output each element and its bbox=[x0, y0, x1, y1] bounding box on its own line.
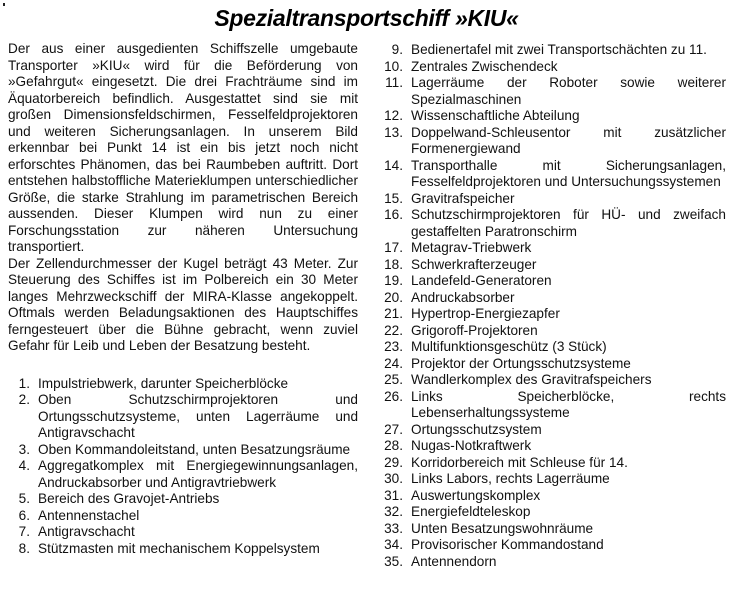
legend-item bbox=[8, 524, 358, 541]
legend-item bbox=[381, 537, 726, 554]
legend-item bbox=[381, 108, 726, 125]
legend-item-number: 18. bbox=[384, 256, 403, 272]
legend-item bbox=[8, 541, 358, 558]
legend-list-left bbox=[8, 376, 358, 558]
legend-item-text: Schutzschirmprojektoren für HÜ- und zweifach gestaffelten Paratronschirm bbox=[411, 207, 726, 239]
legend-item bbox=[381, 59, 726, 76]
legend-item-number: 35. bbox=[384, 553, 403, 569]
legend-item-number: 27. bbox=[384, 421, 403, 437]
legend-item bbox=[381, 75, 726, 108]
legend-item bbox=[381, 521, 726, 538]
legend-item-text: Links Speicherblöcke, rechts Lebenserhaltungssysteme bbox=[411, 388, 726, 420]
legend-item-number: 9. bbox=[391, 42, 403, 57]
legend-item-number: 29. bbox=[384, 454, 403, 470]
legend-item-text: Bereich des Gravojet-Antriebs bbox=[38, 491, 220, 506]
legend-item bbox=[381, 356, 726, 373]
legend-item-number: 23. bbox=[384, 339, 403, 354]
legend-item-number: 10. bbox=[384, 58, 403, 74]
legend-item bbox=[381, 504, 726, 521]
legend-item-text: Oben Kommandoleitstand, unten Besatzungsräume bbox=[38, 441, 351, 457]
legend-item-text: Landefeld-Generatoren bbox=[411, 273, 552, 288]
legend-item-text: Andruckabsorber bbox=[411, 289, 515, 305]
legend-item-text: Doppelwand-Schleusentor mit zusätzlicher Formenergiewand bbox=[411, 124, 726, 156]
legend-item-text: Links Labors, rechts Lagerräume bbox=[411, 471, 610, 486]
legend-item-number: 3. bbox=[18, 441, 30, 457]
legend-item bbox=[381, 438, 726, 455]
legend-item-number: 16. bbox=[384, 207, 403, 222]
intro-paragraph-1: Der aus einer ausgedienten Schiffszelle umgebaute Transporter »KIU« wird für die Beförderung von »Gefahrgut« eingesetzt. Die drei Frachträume sind im Äquatorbereich befindlich. Ausgestattet sind sie mit großen Dimensionsfeldschirmen, Fesselfeldprojektoren und weiteren Sicherungsanlagen. In unserem Bild erkennbar bei Punkt 14 ist ein bis jetzt noch nicht erforschtes Phänomen, das bei Raumbeben auftritt. Dort entstehen halbstoffliche Materieklumpen unterschiedlicher Größe, die starke Strahlung im parametrischen Bereich aussenden. Dieser Klumpen wird nun zu einer Forschungsstation zur näheren Untersuchung transportiert. bbox=[8, 41, 358, 254]
right-column bbox=[381, 42, 726, 570]
legend-item-number: 25. bbox=[384, 372, 403, 387]
legend-item-text: Transporthalle mit Sicherungsanlagen, Fesselfeldprojektoren und Untersuchungssystemen bbox=[411, 157, 726, 189]
legend-item-text: Unten Besatzungswohnräume bbox=[411, 520, 594, 536]
legend-item-number: 7. bbox=[18, 524, 30, 539]
legend-item-number: 28. bbox=[384, 438, 403, 453]
legend-item bbox=[381, 339, 726, 356]
legend-item-text: Wissenschaftliche Abteilung bbox=[411, 108, 580, 123]
legend-item-number: 34. bbox=[384, 537, 403, 552]
legend-item bbox=[381, 207, 726, 240]
legend-item bbox=[381, 125, 726, 158]
legend-item-text: Multifunktionsgeschütz (3 Stück) bbox=[411, 339, 607, 354]
left-column bbox=[8, 41, 358, 557]
legend-item-number: 2. bbox=[18, 392, 30, 407]
legend-item-number: 14. bbox=[384, 157, 403, 173]
legend-item-number: 33. bbox=[384, 520, 403, 536]
legend-item bbox=[381, 191, 726, 208]
legend-item bbox=[381, 257, 726, 274]
legend-item-text: Auswertungskomplex bbox=[411, 487, 541, 503]
legend-item bbox=[8, 376, 358, 393]
legend-item-text: Metagrav-Triebwerk bbox=[411, 240, 532, 255]
legend-item-number: 11. bbox=[385, 75, 403, 90]
legend-item-text: Antigravschacht bbox=[38, 524, 135, 539]
legend-item bbox=[381, 422, 726, 439]
legend-item-number: 24. bbox=[384, 355, 403, 371]
legend-item-number: 12. bbox=[384, 108, 403, 123]
legend-item bbox=[8, 491, 358, 508]
legend-item-text: Bedienertafel mit zwei Transportschächten zu 11. bbox=[411, 42, 707, 57]
legend-item bbox=[381, 323, 726, 340]
legend-item-text: Hypertrop-Energiezapfer bbox=[411, 306, 560, 321]
legend-item-text: Lagerräume der Roboter sowie weiterer Spezialmaschinen bbox=[411, 75, 726, 107]
legend-item-text: Korridorbereich mit Schleuse für 14. bbox=[411, 454, 628, 470]
legend-item bbox=[381, 42, 726, 59]
legend-item-text: Wandlerkomplex des Gravitrafspeichers bbox=[411, 372, 652, 387]
legend-item-text: Nugas-Notkraftwerk bbox=[411, 438, 532, 453]
legend-item bbox=[8, 458, 358, 491]
legend-item bbox=[8, 392, 358, 442]
legend-item bbox=[381, 158, 726, 191]
legend-item-text: Aggregatkomplex mit Energiegewinnungsanlagen, Andruckabsorber und Antigravtriebwerk bbox=[38, 458, 358, 490]
legend-item bbox=[381, 372, 726, 389]
page-title: Spezialtransportschiff »KIU« bbox=[214, 5, 519, 31]
legend-item-number: 26. bbox=[384, 388, 403, 404]
legend-item-number: 19. bbox=[384, 273, 403, 288]
legend-item-text: Provisorischer Kommandostand bbox=[411, 537, 604, 552]
legend-item bbox=[8, 508, 358, 525]
legend-item-number: 17. bbox=[384, 240, 403, 255]
legend-item-text: Gravitrafspeicher bbox=[411, 190, 515, 206]
legend-item bbox=[381, 290, 726, 307]
legend-item-number: 21. bbox=[384, 306, 403, 321]
legend-item-number: 13. bbox=[384, 124, 403, 140]
intro-paragraph-2: Der Zellendurchmesser der Kugel beträgt 43 Meter. Zur Steuerung des Schiffes ist im Polbereich ein 30 Meter langes Mehrzweckschiff der MIRA-Klasse angekoppelt. Oftmals werden Beladungsaktionen des Hauptschiffes ferngesteuert über die Bühne gebracht, wenn zuviel Gefahr für Leib und Leben der Besatzung besteht. bbox=[8, 255, 358, 353]
legend-item-text: Zentrales Zwischendeck bbox=[411, 58, 558, 74]
legend-item-text: Impulstriebwerk, darunter Speicherblöcke bbox=[38, 375, 289, 391]
legend-item-text: Oben Schutzschirmprojektoren und Ortungsschutzsysteme, unten Lagerräume und Antigravschacht bbox=[38, 392, 358, 440]
legend-item-number: 8. bbox=[18, 540, 30, 556]
legend-item bbox=[381, 306, 726, 323]
legend-item-number: 32. bbox=[384, 504, 403, 519]
legend-item bbox=[381, 471, 726, 488]
legend-item-text: Schwerkrafterzeuger bbox=[411, 256, 537, 272]
legend-list-right bbox=[381, 42, 726, 570]
legend-item bbox=[8, 442, 358, 459]
legend-item bbox=[381, 488, 726, 505]
legend-item-text: Projektor der Ortungsschutzsysteme bbox=[411, 355, 631, 371]
legend-item-number: 5. bbox=[18, 491, 30, 506]
legend-item-number: 20. bbox=[384, 289, 403, 305]
legend-item bbox=[381, 554, 726, 571]
legend-item-text: Stützmasten mit mechanischem Koppelsystem bbox=[38, 540, 320, 556]
legend-item-number: 15. bbox=[384, 190, 403, 206]
legend-item-text: Antennendorn bbox=[411, 553, 497, 569]
legend-item bbox=[381, 389, 726, 422]
legend-item-text: Grigoroff-Projektoren bbox=[411, 322, 538, 338]
legend-item-number: 22. bbox=[384, 322, 403, 338]
legend-item bbox=[381, 273, 726, 290]
legend-item-number: 31. bbox=[384, 487, 403, 503]
legend-item bbox=[381, 240, 726, 257]
legend-item-number: 6. bbox=[18, 507, 30, 523]
legend-item-number: 4. bbox=[18, 458, 30, 473]
legend-item-text: Antennenstachel bbox=[38, 507, 140, 523]
legend-item bbox=[381, 455, 726, 472]
legend-item-text: Energiefeldteleskop bbox=[411, 504, 531, 519]
legend-item-number: 30. bbox=[384, 471, 403, 486]
legend-item-text: Ortungsschutzsystem bbox=[411, 421, 542, 437]
legend-item-number: 1. bbox=[18, 375, 30, 391]
